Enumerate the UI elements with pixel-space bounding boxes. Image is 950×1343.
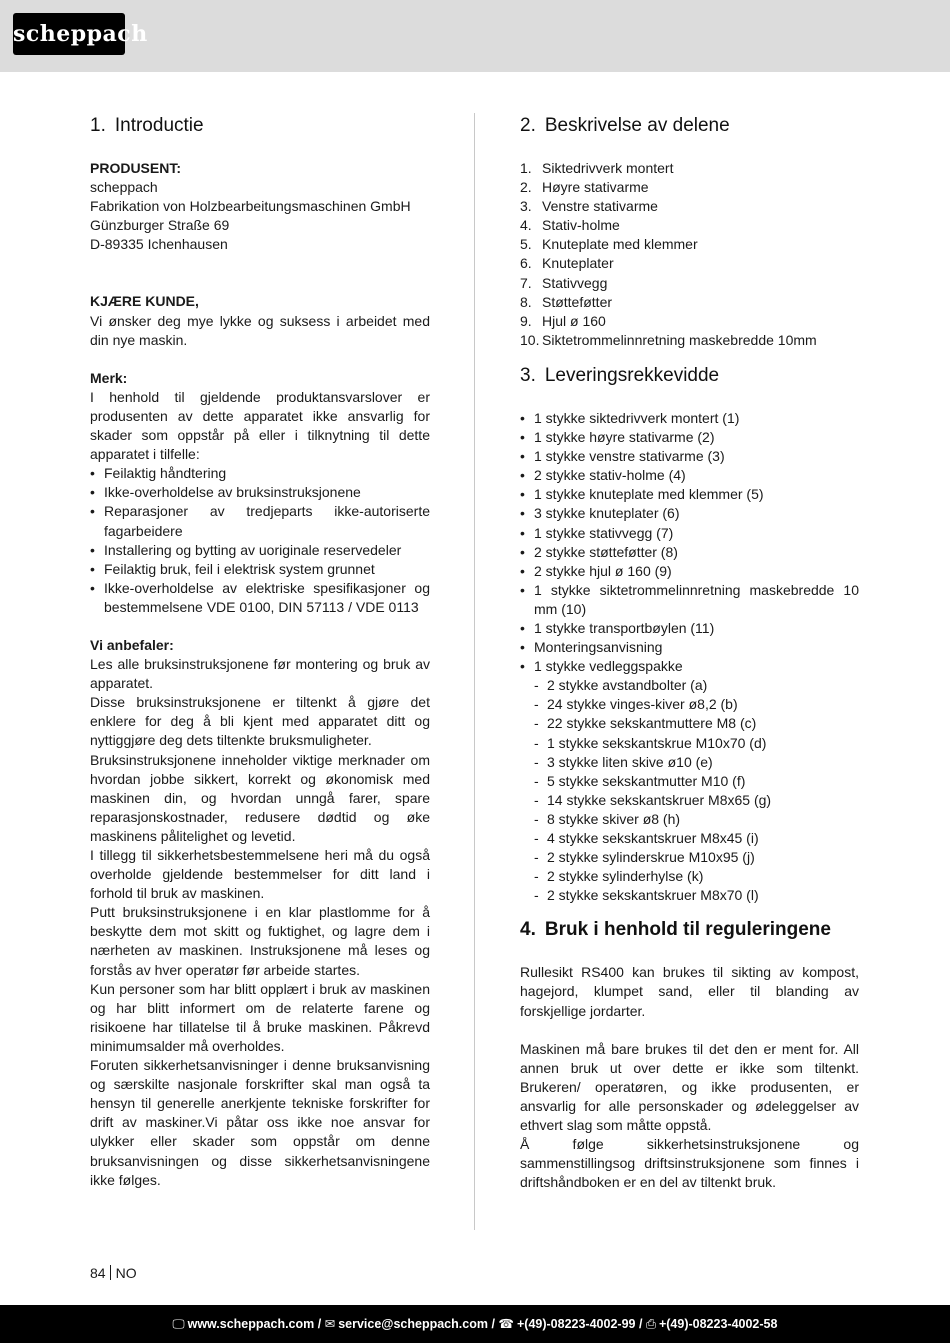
list-item: • 1 stykke stativvegg (7) [520,524,859,543]
footer-band [0,1305,950,1343]
item-text: Stativ-holme [542,217,620,234]
list-item: - 2 stykke sekskantskruer M8x70 (l) [520,886,859,905]
list-item: • 1 stykke høyre stativarme (2) [520,428,859,447]
list-item: - 3 stykke liten skive ø10 (e) [520,753,859,772]
note-label: Merk: [90,369,128,386]
list-item: - 2 stykke sylinderskrue M10x95 (j) [520,848,859,867]
section-title-text: Leveringsrekkevidde [544,364,720,386]
item-text: Siktedrivverk montert [542,160,674,176]
intended-use-paragraph: Å følge sikkerhetsinstruksjonene og sammenstillingsog driftsinstruksjonene som finnes i driftshåndboken er en del av tiltenkt bruk. [520,1136,859,1191]
section-number: 4. [520,919,536,941]
list-item: • 1 stykke siktedrivverk montert (1) [520,409,859,428]
language-code: NO [115,1265,137,1281]
section-title-text: Introductie [114,115,204,136]
accessory-pack-sublist [520,676,859,905]
section-title-introduction [90,113,430,139]
list-item: - 8 stykke skiver ø8 (h) [520,810,859,829]
list-item: • 1 stykke venstre stativarme (3) [520,447,859,466]
list-item: - 22 stykke sekskantmuttere M8 (c) [520,714,859,733]
list-item: • 1 stykke siktetrommelinnretning maskebredde 10 mm (10) [520,581,859,619]
manufacturer-label: PRODUSENT: [90,160,182,176]
list-item: • Feilaktig bruk, feil i elektrisk system grunnet [90,560,430,579]
list-item: - 2 stykke sylinderhylse (k) [520,867,859,886]
item-number: 7. [520,274,532,291]
section-title-parts [520,113,859,139]
list-item: - 1 stykke sekskantskrue M10x70 (d) [520,734,859,753]
list-item: • 1 stykke vedleggspakke [520,657,859,676]
page-number [90,1264,137,1283]
right-column [520,113,859,1192]
list-item: • Installering og bytting av uoriginale reservedeler [90,541,430,560]
manufacturer-line: Fabrikation von Holzbearbeitungsmaschinen GmbH [90,198,411,215]
scope-list [520,409,859,676]
list-item: • Ikke-overholdelse av bruksinstruksjonene [90,483,430,502]
item-number: 10. [520,331,540,348]
list-item [520,312,859,331]
list-item: - 5 stykke sekskantmutter M10 (f) [520,772,859,791]
item-number: 5. [520,236,532,253]
list-item [520,331,859,350]
recommend-paragraph: Les alle bruksinstruksjonene før montering og bruk av apparatet. [90,656,430,692]
recommend-paragraph: Bruksinstruksjonene inneholder viktige merknader om hvordan jobbe sikkert, korrekt og økonomisk med maskinen din, og hvordan unngå farer, spare reparasjonskostnader, redusere dødtid og øke maskinens pålitelighet og levetid. [90,751,430,844]
item-number: 4. [520,217,532,234]
list-item [520,274,859,293]
recommend-paragraph: Foruten sikkerhetsanvisninger i denne bruksanvisning og særskilte nasjonale forskrifter skal man også ta hensyn til generelle anerkjente tekniske forskrifter for drift av maskiner.Vi påtar oss ikke noe ansvar for ulykker eller skader som oppstår om denne bruksanvisningen og disse sikkerhetsanvisningene ikke følges. [90,1057,430,1188]
item-number: 9. [520,312,532,329]
section-title-text: Bruk i henhold til reguleringene [544,919,831,941]
footer-email[interactable]: service@scheppach.com [338,1317,488,1331]
item-number: 8. [520,293,532,310]
item-number: 2. [520,179,532,196]
section-title-scope-of-delivery [520,363,859,389]
manufacturer-line: Günzburger Straße 69 [90,217,230,234]
section-number: 3. [520,364,536,386]
recommend-label: Vi anbefaler: [90,636,174,653]
list-item: • 2 stykke støtteføtter (8) [520,543,859,562]
item-text: Stativvegg [542,274,608,291]
page-number-value: 84 [90,1265,106,1281]
footer-phone: +(49)-08223-4002-99 [516,1317,636,1331]
item-text: Siktetrommelinnretning maskebredde 10mm [542,331,817,348]
footer-separator: / [317,1317,322,1331]
list-item [520,178,859,197]
dear-customer-text: Vi ønsker deg mye lykke og suksess i arbeidet med din nye maskin. [90,312,430,348]
recommend-paragraph: Putt bruksinstruksjonene i en klar plastlomme for å beskytte dem mot skitt og fuktighet, og lagre dem i nærheten av maskinen. Instruksjonene må leses og forstås av hver operatør før arbeide startes. [90,904,430,978]
list-item: - 24 stykke vinges-kiver ø8,2 (b) [520,695,859,714]
section-title-intended-use [520,917,859,943]
list-item: • 2 stykke hjul ø 160 (9) [520,562,859,581]
column-divider [474,113,475,1230]
list-item: • Monteringsanvisning [520,638,859,657]
envelope-icon: ✉ [324,1317,336,1331]
page-separator [110,1265,111,1280]
note-text: I henhold til gjeldende produktansvarslover er produsenten av dette apparatet ikke ansvarlig for skader som oppstår på eller i tilknytning til dette apparatet i tilfelle: [90,388,430,463]
list-item: - 4 stykke sekskantskruer M8x45 (i) [520,829,859,848]
footer-separator: / [638,1317,643,1331]
list-item: - 14 stykke sekskantskruer M8x65 (g) [520,791,859,810]
item-text: Støtteføtter [542,293,613,310]
note-bullet-list [90,464,430,617]
list-item: • 1 stykke knuteplate med klemmer (5) [520,485,859,504]
item-text: Venstre stativarme [542,198,658,215]
list-item: • 1 stykke transportbøylen (11) [520,619,859,638]
intended-use-paragraph: Maskinen må bare brukes til det den er ment for. All annen bruk ut over dette er ikke som tiltenkt. Brukeren/ operatøren, og ikke produsenten, er ansvarlig for alle personskader og ødeleggelser av ethvert slag som måtte oppstå. [520,1040,859,1134]
section-number: 1. [90,115,106,136]
item-text: Knuteplate med klemmer [542,236,698,253]
list-item: • Ikke-overholdelse av elektriske spesifikasjoner og bestemmelsene VDE 0100, DIN 57113 / VDE 0113 [90,579,430,617]
item-text: Høyre stativarme [542,179,649,196]
list-item: • Feilaktig håndtering [90,464,430,483]
list-item [520,216,859,235]
list-item: • 3 stykke knuteplater (6) [520,504,859,523]
dear-customer-label: KJÆRE KUNDE, [90,293,199,310]
list-item: • 2 stykke stativ-holme (4) [520,466,859,485]
item-text: Hjul ø 160 [542,312,606,329]
list-item [520,235,859,254]
item-number: 6. [520,255,532,272]
list-item [520,293,859,312]
footer-website[interactable]: www.scheppach.com [187,1317,315,1331]
footer-fax: +(49)-08223-4002-58 [658,1317,778,1331]
list-item [520,159,859,178]
list-item [520,197,859,216]
parts-list [520,159,859,350]
left-column [90,113,430,1190]
recommend-paragraph: I tillegg til sikkerhetsbestemmelsene heri må du også overholde gjeldende bestemmelser for ditt land i forhold til bruk av maskinen. [90,847,430,902]
list-item [520,254,859,273]
footer-separator: / [491,1317,495,1331]
recommend-paragraph: Disse bruksinstruksjonene er tiltenkt å gjøre det enklere for deg å bli kjent med apparatet ditt og nyttiggjøre deg dets tiltenkte bruksmuligheter. [90,694,430,749]
phone-icon: ☎ [498,1317,514,1331]
scheppach-logo: scheppach [13,13,125,55]
recommend-paragraph: Kun personer som har blitt opplært i bruk av maskinen og har blitt informert om de relaterte farene og risikoene har tillatelse til å bruke maskinen. Påkrevd minimumsalder må overholdes. [90,980,430,1054]
header-band [0,0,950,72]
section-title-text: Beskrivelse av delene [544,115,730,136]
item-number: 1. [520,160,532,176]
item-number: 3. [520,198,532,215]
intended-use-paragraph: Rullesikt RS400 kan brukes til sikting av kompost, hagejord, klumpet sand, eller til blanding av forskjellige jordarter. [520,964,859,1019]
manufacturer-line: D-89335 Ichenhausen [90,236,228,253]
computer-icon: 🖵 [172,1317,185,1331]
list-item: • Reparasjoner av tredjeparts ikke-autoriserte fagarbeidere [90,502,430,540]
item-text: Knuteplater [542,255,614,272]
manufacturer-line: scheppach [90,179,158,196]
fax-icon: ⎙ [645,1317,656,1331]
list-item: - 2 stykke avstandbolter (a) [520,676,859,695]
section-number: 2. [520,115,536,136]
